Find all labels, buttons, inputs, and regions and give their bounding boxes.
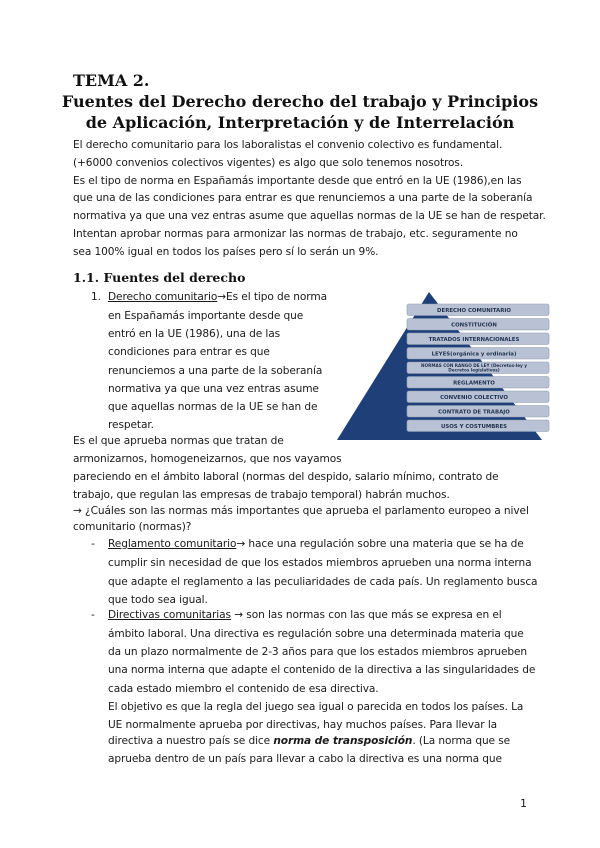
pyramid-level-label: NORMAS CON RANGO DE LEY (Decretos-ley y	[421, 362, 527, 368]
item1-line: condiciones para entrar es que	[108, 346, 270, 359]
reglamento-first-line	[108, 537, 524, 551]
para2-line: armonizarnos, homogeneizarnos, que nos vayamos	[73, 453, 342, 465]
reglamento-label: Reglamento comunitario	[108, 538, 237, 550]
pyramid-level-label: DERECHO COMUNITARIO	[437, 308, 511, 314]
pyramid-level-label: REGLAMENTO	[453, 380, 495, 387]
question-line: → ¿Cuáles son las normas más importantes que aprueba el parlamento europeo a nivel	[73, 505, 529, 517]
directivas-first-line	[108, 608, 502, 622]
section-heading: 1.1. Fuentes del derecho	[73, 270, 246, 285]
directivas-label: Directivas comunitarias	[108, 609, 231, 621]
reglamento-line: que todo sea igual.	[108, 594, 208, 606]
title-line-3: de Aplicación, Interpretación y de Interrelación	[85, 113, 515, 132]
reglamento-line: que adapte el reglamento a las peculiaridades de cada país. Un reglamento busca	[108, 575, 538, 588]
intro-line: Intentan aprobar normas para armonizar las normas de trabajo, etc. seguramente no	[73, 228, 518, 240]
item-number: 1.	[91, 291, 101, 303]
pyramid-level-label: TRATADOS INTERNACIONALES	[428, 337, 520, 343]
item1-line: respetar.	[108, 419, 154, 432]
transposicion-term: norma de transposición	[273, 735, 413, 747]
directivas-line: El objetivo es que la regla del juego sea igual o parecida en todos los países. La	[108, 700, 524, 713]
directivas-line: ámbito laboral. Una directiva es regulación sobre una determinada materia que	[108, 628, 524, 640]
derecho-comunitario-arrow-text: →Es el tipo de norma	[217, 291, 327, 303]
page-number: 1	[520, 797, 527, 810]
directivas-line: UE normalmente aprueba por directivas, hay muchos países. Para llevar la	[108, 719, 498, 731]
title-line-2: Fuentes del Derecho derecho del trabajo y Principios	[61, 92, 539, 111]
intro-line: normativa ya que una vez entras asume que aquellas normas de la UE se han de respetar.	[73, 210, 546, 223]
item1-line: renunciemos a una parte de la soberanía	[108, 364, 323, 377]
pyramid-level-label: LEYES(orgánica y ordinaria)	[431, 351, 517, 358]
reglamento-line: cumplir sin necesidad de que los estados miembros aprueben una norma interna	[108, 557, 532, 569]
directivas-dash: -	[91, 609, 95, 621]
intro-line: que una de las condiciones para entrar es que renunciemos a una parte de la soberanía	[73, 192, 533, 205]
reglamento-dash: -	[91, 538, 95, 550]
item1-line: que aquellas normas de la UE se han de	[108, 401, 318, 413]
question-line: comunitario (normas)?	[73, 521, 192, 533]
pyramid-figure	[333, 290, 553, 442]
intro-line: (+6000 convenios colectivos vigentes) es algo que solo tenemos nosotros.	[73, 156, 464, 169]
directivas-last-line: aprueba dentro de un país para llevar a cabo la directiva es una norma que	[108, 753, 502, 765]
directivas-line: una norma interna que adapte el contenido de la directiva a las singularidades de	[108, 664, 536, 677]
item-derecho-comunitario	[108, 290, 327, 304]
item1-line: en Españamás importante desde que	[108, 310, 304, 322]
reglamento-first-rest: → hace una regulación sobre una materia que se ha de	[236, 538, 524, 550]
item1-line: normativa ya que una vez entras asume	[108, 382, 319, 395]
transposicion-pre: directiva a nuestro país se dice	[108, 735, 274, 747]
pyramid-level-label: CONVENIO COLECTIVO	[440, 395, 508, 401]
item1-line: entró en la UE (1986), una de las	[108, 328, 281, 341]
pyramid-level-label: Decretos legislativos)	[448, 367, 500, 373]
intro-line: Es el tipo de norma en Españamás importante desde que entró en la UE (1986),en las	[73, 174, 522, 187]
pyramid-bands	[407, 304, 549, 432]
para2-line: trabajo, que regulan las empresas de trabajo temporal) habrán muchos.	[73, 489, 450, 501]
transposicion-line	[108, 734, 510, 748]
para2-line: Es el que aprueba normas que tratan de	[73, 435, 284, 447]
title-tema: TEMA 2.	[73, 71, 150, 90]
directivas-first-rest: → son las normas con las que más se expresa en el	[230, 609, 502, 621]
directivas-line: cada estado miembro el contenido de esa directiva.	[108, 682, 379, 695]
transposicion-post: . (La norma que se	[412, 735, 511, 747]
pyramid-level-label: USOS Y COSTUMBRES	[440, 424, 508, 430]
para2-line: pareciendo en el ámbito laboral (normas del despido, salario mínimo, contrato de	[73, 471, 499, 483]
pyramid-level-label: CONSTITUCIÓN	[451, 322, 497, 329]
derecho-comunitario-label: Derecho comunitario	[108, 291, 218, 303]
directivas-line: da un plazo normalmente de 2-3 años para que los estados miembros aprueben	[108, 646, 528, 659]
pyramid-level-label: CONTRATO DE TRABAJO	[438, 409, 510, 416]
intro-line: El derecho comunitario para los laboralistas el convenio colectivo es fundamental.	[73, 139, 503, 151]
intro-line: sea 100% igual en todos los países pero sí lo serán un 9%.	[73, 245, 379, 258]
